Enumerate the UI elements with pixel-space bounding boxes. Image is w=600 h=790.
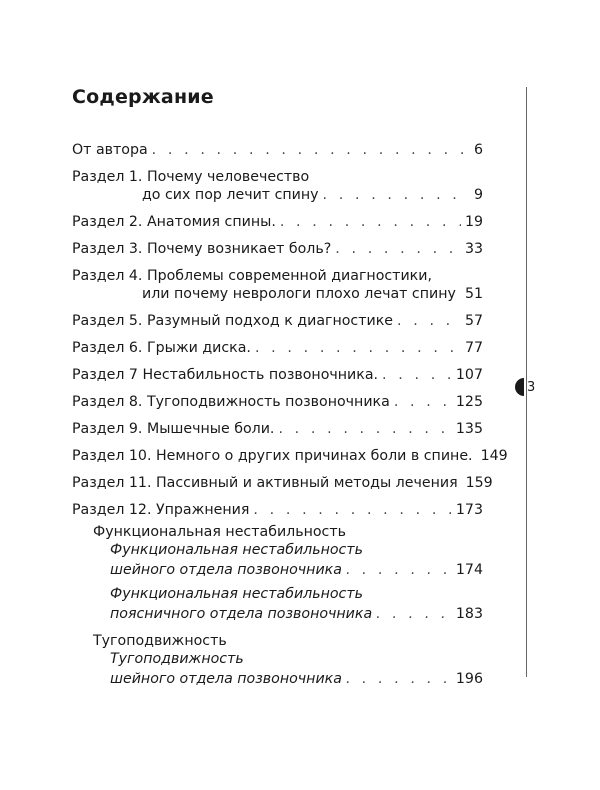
toc-entry[interactable] bbox=[72, 312, 483, 330]
toc-entry-title: Раздел 3. Почему возникает боль? bbox=[72, 241, 332, 257]
toc-entry[interactable] bbox=[72, 447, 508, 465]
toc-entry[interactable] bbox=[72, 339, 483, 357]
dot-leader bbox=[323, 186, 470, 204]
dot-leader bbox=[278, 420, 451, 438]
toc-entry[interactable] bbox=[72, 240, 483, 258]
dot-leader bbox=[460, 285, 461, 303]
toc-page-number: 174 bbox=[455, 562, 483, 578]
dot-leader bbox=[382, 366, 452, 384]
toc-entry-title: От автора bbox=[72, 142, 148, 158]
toc-entry-title: Раздел 6. Грыжи диска. bbox=[72, 340, 251, 356]
page-title: Содержание bbox=[72, 86, 214, 108]
toc-subentry-title: Функциональная нестабильность bbox=[110, 586, 363, 602]
toc-entry-title: Раздел 2. Анатомия спины. bbox=[72, 214, 276, 230]
toc-entry-title: Раздел 9. Мышечные боли. bbox=[72, 421, 275, 437]
page-number: 3 bbox=[527, 379, 536, 395]
toc-page-number: 77 bbox=[464, 340, 483, 356]
table-of-contents bbox=[72, 141, 508, 694]
toc-page-number: 57 bbox=[464, 313, 483, 329]
toc-entry-title-continued: до сих пор лечит спину bbox=[142, 187, 319, 203]
dot-leader bbox=[280, 213, 461, 231]
toc-page-number: 51 bbox=[464, 286, 483, 302]
toc-subsection-heading[interactable]: Тугоподвижность bbox=[93, 633, 227, 649]
toc-entry[interactable] bbox=[72, 213, 483, 231]
dot-leader bbox=[394, 393, 452, 411]
toc-subentry-title: Функциональная нестабильность bbox=[110, 542, 363, 558]
half-circle-marker-icon bbox=[515, 378, 524, 396]
dot-leader bbox=[335, 240, 461, 258]
toc-entry[interactable] bbox=[72, 267, 483, 303]
toc-entry[interactable] bbox=[72, 168, 483, 204]
toc-entry-title: Раздел 10. Немного о других причинах боли в спине. bbox=[72, 448, 473, 464]
toc-entry-title: Раздел 8. Тугоподвижность позвоночника bbox=[72, 394, 390, 410]
toc-page-number: 135 bbox=[455, 421, 483, 437]
toc-subentry[interactable] bbox=[72, 650, 483, 690]
toc-subentry-title-continued: шейного отдела позвоночника bbox=[110, 562, 342, 578]
toc-page-number: 196 bbox=[455, 671, 483, 687]
toc-entry[interactable] bbox=[72, 501, 483, 519]
toc-entry[interactable] bbox=[72, 141, 483, 159]
dot-leader bbox=[346, 561, 452, 579]
toc-subsection-heading[interactable]: Функциональная нестабильность bbox=[93, 524, 346, 540]
toc-subsection-group bbox=[72, 523, 483, 625]
toc-page-number: 149 bbox=[480, 448, 508, 464]
toc-page-number: 107 bbox=[455, 367, 483, 383]
dot-leader bbox=[152, 141, 470, 159]
toc-entry-title: Раздел 1. Почему человечество bbox=[72, 169, 310, 185]
dot-leader bbox=[255, 339, 461, 357]
toc-subentry-title: Тугоподвижность bbox=[110, 651, 244, 667]
toc-entry-title: Раздел 5. Разумный подход к диагностике bbox=[72, 313, 394, 329]
dot-leader bbox=[253, 501, 451, 519]
toc-page-number: 159 bbox=[465, 475, 493, 491]
toc-page-number: 125 bbox=[455, 394, 483, 410]
toc-subsection-group bbox=[72, 632, 483, 690]
toc-entry-title: Раздел 4. Проблемы современной диагностики, bbox=[72, 268, 432, 284]
toc-entry-title: Раздел 11. Пассивный и активный методы лечения bbox=[72, 475, 458, 491]
toc-page-number: 33 bbox=[464, 241, 483, 257]
toc-entry[interactable] bbox=[72, 420, 483, 438]
toc-subentry-title-continued: шейного отдела позвоночника bbox=[110, 671, 342, 687]
toc-page-number: 9 bbox=[473, 187, 483, 203]
toc-page-number: 19 bbox=[464, 214, 483, 230]
dot-leader bbox=[397, 312, 461, 330]
toc-page-number: 173 bbox=[455, 502, 483, 518]
toc-page-number: 6 bbox=[473, 142, 483, 158]
toc-entry-title-continued: или почему неврологи плохо лечат спину bbox=[142, 286, 456, 302]
toc-entry-title: Раздел 12. Упражнения bbox=[72, 502, 250, 518]
dot-leader bbox=[376, 605, 452, 623]
page-number-marker bbox=[515, 378, 535, 396]
toc-page-number: 183 bbox=[455, 606, 483, 622]
toc-subentry[interactable] bbox=[72, 585, 483, 625]
toc-subentry[interactable] bbox=[72, 541, 483, 581]
toc-entry[interactable] bbox=[72, 393, 483, 411]
toc-entry[interactable] bbox=[72, 474, 493, 492]
toc-entry-title: Раздел 7 Нестабильность позвоночника. bbox=[72, 367, 379, 383]
toc-subentry-title-continued: поясничного отдела позвоночника bbox=[110, 606, 373, 622]
toc-entry[interactable] bbox=[72, 366, 483, 384]
dot-leader bbox=[346, 670, 452, 688]
